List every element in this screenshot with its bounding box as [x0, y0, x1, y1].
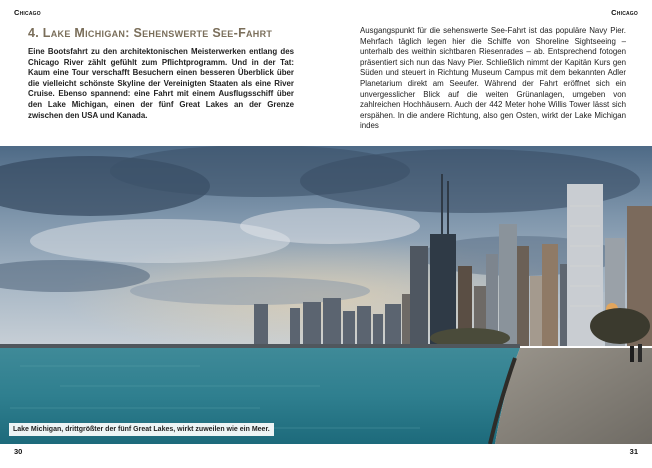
page-number-right: 31: [629, 447, 638, 456]
running-head-left: Chicago: [14, 8, 41, 17]
body-paragraph: Ausgangspunkt für die sehenswerte See-Fahrt ist das populäre Navy Pier. Mehrfach täglich legen hier die Schiffe von Shoreline Sightseeing – unterhalb des weithin sichtbaren Riesenrades – ab. Entsprechend fotogen präsentiert sich nun das Navy Pier. Schließlich nimmt der Kapitän Kurs gen Süden und steuert in Richtung Museum Campus mit dem bekannten Adler Planetarium direkt am Seeufer. Während der Fahrt eröffnet sich ein unvergesslicher Blick auf die weiten Grünanlagen, umgeben von zahlreichen Hochhäusern. Auch der 442 Meter hohe Willis Tower lässt sich erspähen. In die andere Richtung, also gen Osten, wirkt der Lake Michigan indes: [360, 26, 626, 131]
right-column: [360, 26, 626, 132]
left-column: [28, 26, 294, 121]
lake-michigan-photo: [0, 146, 652, 444]
running-head-right: Chicago: [611, 8, 638, 17]
section-title: 4. Lake Michigan: Sehenswerte See-Fahrt: [28, 26, 273, 40]
page-number-left: 30: [14, 447, 23, 456]
lead-paragraph: Eine Bootsfahrt zu den architektonischen Meisterwerken entlang des Chicago River zählt gefühlt zum Pflichtprogramm. Und in der Tat: Kaum eine Tour verschafft Besuchern einen besseren Überblick über die vielleicht schönste Skyline der Vereinigten Staaten als eine River Cruise. Ebenso spannend: eine Fahrt mit einem Ausflugsschiff über den Lake Michigan, einen der fünf Great Lakes an der Grenze zwischen den USA und Kanada.: [28, 47, 294, 120]
photo-caption: Lake Michigan, drittgrößter der fünf Great Lakes, wirkt zuweilen wie ein Meer.: [9, 423, 274, 436]
